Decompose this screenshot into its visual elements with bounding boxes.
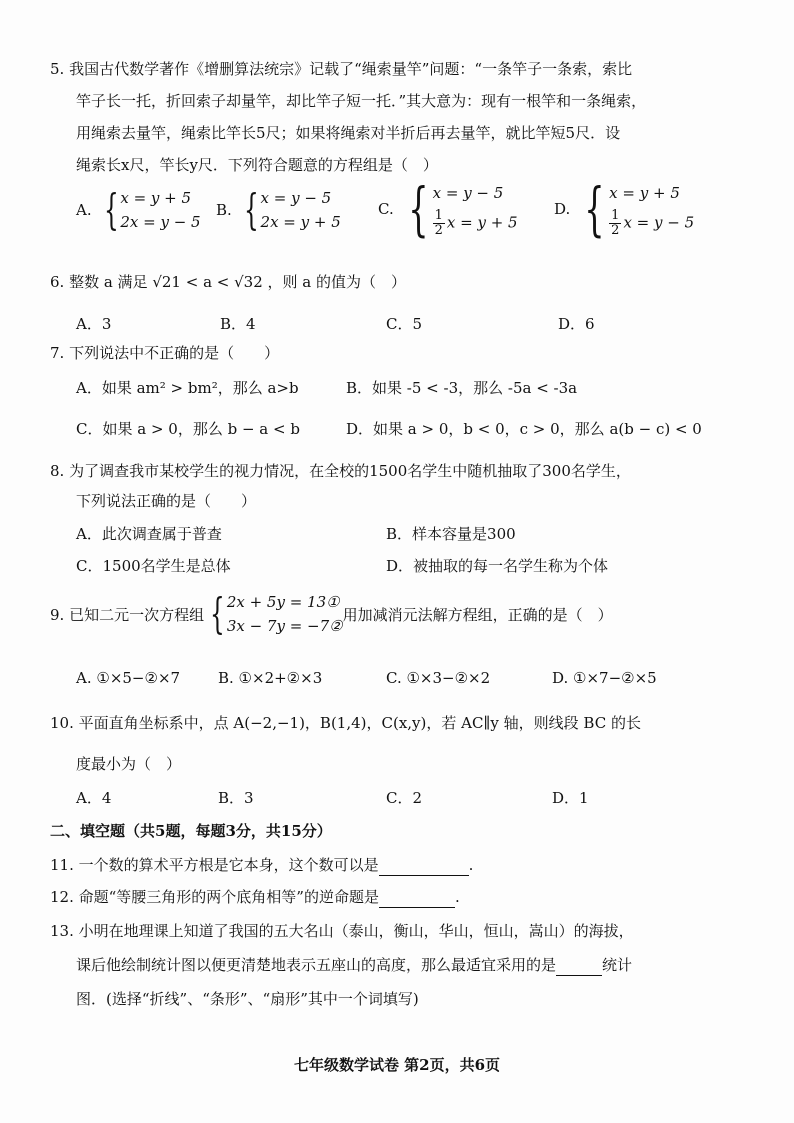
q8-line1: 8. 为了调查我市某校学生的视力情况，在全校的1500名学生中随机抽取了300名学生， [50, 462, 631, 480]
q8-option-b: B．样本容量是300 [386, 525, 516, 543]
section-heading: 二、填空题（共5题，每题3分，共15分） [50, 822, 332, 840]
q6-stem: 6. 整数 a 满足 √21 < a < √32 ，则 a 的值为（ ） [50, 273, 407, 291]
q9-eq1: 2x + 5y = 13① [226, 593, 340, 611]
q5-d-eq2: x = y − 5 [623, 213, 695, 231]
q5-option-b-label: B. [216, 201, 232, 219]
q10-line1: 10. 平面直角坐标系中，点 A(−2,−1)，B(1,4)，C(x,y)，若 AC∥y 轴，则线段 BC 的长 [50, 714, 641, 732]
page-footer: 七年级数学试卷 第2页，共6页 [293, 1056, 501, 1074]
q5-d-eq2-wrap [609, 209, 694, 238]
q5-a-eq2: 2x = y − 5 [120, 213, 201, 231]
q6-option-d: D．6 [558, 315, 595, 333]
q13-line3: 图．(选择“折线”、“条形”、“扇形”其中一个词填写) [76, 990, 419, 1008]
q5-c-eq1: x = y − 5 [432, 183, 504, 202]
q13-line2-end: 统计 [602, 956, 633, 974]
q5-c-eq2-wrap [433, 209, 518, 238]
q10-option-a: A．4 [76, 789, 112, 807]
q5-a-eq1: x = y + 5 [120, 189, 192, 207]
q9-stem-pre: 9. 已知二元一次方程组 [50, 605, 205, 624]
q7-option-b: B．如果 -5 < -3，那么 -5a < -3a [346, 379, 578, 397]
q13-line2-text: 课后他绘制统计图以便更清楚地表示五座山的高度，那么最适宜采用的是 [76, 956, 557, 974]
q12 [50, 886, 460, 908]
q9-option-b: B. ①×2+②×3 [218, 669, 323, 687]
q11 [50, 854, 473, 876]
q11-end: . [468, 856, 474, 874]
q9-stem-post: 用加减消元法解方程组，正确的是（ ） [342, 605, 613, 624]
q13-line1: 13. 小明在地理课上知道了我国的五大名山（泰山，衡山，华山，恒山，嵩山）的海拔， [50, 922, 634, 940]
q8-option-a: A．此次调查属于普查 [76, 525, 222, 543]
q6-option-a: A．3 [76, 315, 112, 333]
q5-option-d: D. { x = y + 5 $\frac{1}{2}$ x = y − 5 [554, 175, 695, 243]
q7-option-d: D．如果 a > 0，b < 0，c > 0，那么 a(b − c) < 0 [346, 420, 702, 438]
q9-eq2: 3x − 7y = −7② [226, 617, 343, 635]
q5-b-eq2: 2x = y + 5 [260, 213, 341, 231]
q13-line2 [76, 954, 632, 976]
q12-end: . [454, 888, 460, 906]
q5-line4: 绳索长x尺，竿长y尺．下列符合题意的方程组是（ ） [76, 156, 438, 174]
q5-c-eq2: x = y + 5 [446, 213, 518, 231]
q11-text: 11. 一个数的算术平方根是它本身，这个数可以是 [50, 856, 379, 874]
q13-answer-blank[interactable] [556, 957, 602, 976]
q5-option-d-label: D. [554, 200, 571, 218]
q9-option-a: A. ①×5−②×7 [76, 669, 181, 687]
q7-stem: 7. 下列说法中不正确的是（ ） [50, 344, 280, 362]
q6-option-c: C．5 [386, 315, 423, 333]
q5-line1: 5. 我国古代数学著作《增删算法统宗》记载了“绳索量竿”问题：“一条竿子一条索，索比 [50, 60, 633, 78]
q5-d-eq1: x = y + 5 [609, 183, 680, 202]
q9-option-d: D. ①×7−②×5 [552, 669, 657, 687]
q8-option-c: C．1500名学生是总体 [76, 557, 231, 575]
q11-answer-blank[interactable] [379, 857, 469, 876]
q5-option-a: A. { x = y + 5 2x = y − 5 [76, 185, 201, 234]
q10-option-b: B．3 [218, 789, 254, 807]
q5-option-b: B. { x = y − 5 2x = y + 5 [216, 185, 341, 234]
q7-option-a: A．如果 am² > bm²，那么 a>b [76, 379, 299, 397]
q7-option-c: C．如果 a > 0，那么 b − a < b [76, 420, 300, 438]
q5-line2: 竿子长一托，折回索子却量竿，却比竿子短一托．”其大意为：现有一根竿和一条绳索， [76, 92, 647, 110]
q5-line3: 用绳索去量竿，绳索比竿长5尺；如果将绳索对半折后再去量竿，就比竿短5尺．设 [76, 124, 621, 142]
q9-stem: 9. 已知二元一次方程组 { 2x + 5y = 13① 3x − 7y = −7② 用加减消元法解方程组，正确的是（ ） [50, 589, 613, 638]
q5-b-eq1: x = y − 5 [260, 189, 332, 207]
q10-option-d: D．1 [552, 789, 589, 807]
q5-c-half: $\frac{1}{2}$ [434, 207, 443, 238]
q5-option-c-label: C. [378, 200, 394, 218]
q12-answer-blank[interactable] [379, 889, 455, 908]
q5-d-half: $\frac{1}{2}$ [611, 207, 620, 238]
q12-text: 12. 命题“等腰三角形的两个底角相等”的逆命题是 [50, 888, 379, 906]
q6-option-b: B．4 [220, 315, 256, 333]
q8-option-d: D．被抽取的每一名学生称为个体 [386, 557, 609, 575]
q8-line2: 下列说法正确的是（ ） [76, 492, 257, 510]
q10-option-c: C．2 [386, 789, 423, 807]
q5-option-c: C. { x = y − 5 $\frac{1}{2}$ x = y + 5 [378, 175, 518, 243]
q9-option-c: C. ①×3−②×2 [386, 669, 491, 687]
q5-option-a-label: A. [76, 201, 92, 219]
q10-line2: 度最小为（ ） [76, 755, 182, 773]
